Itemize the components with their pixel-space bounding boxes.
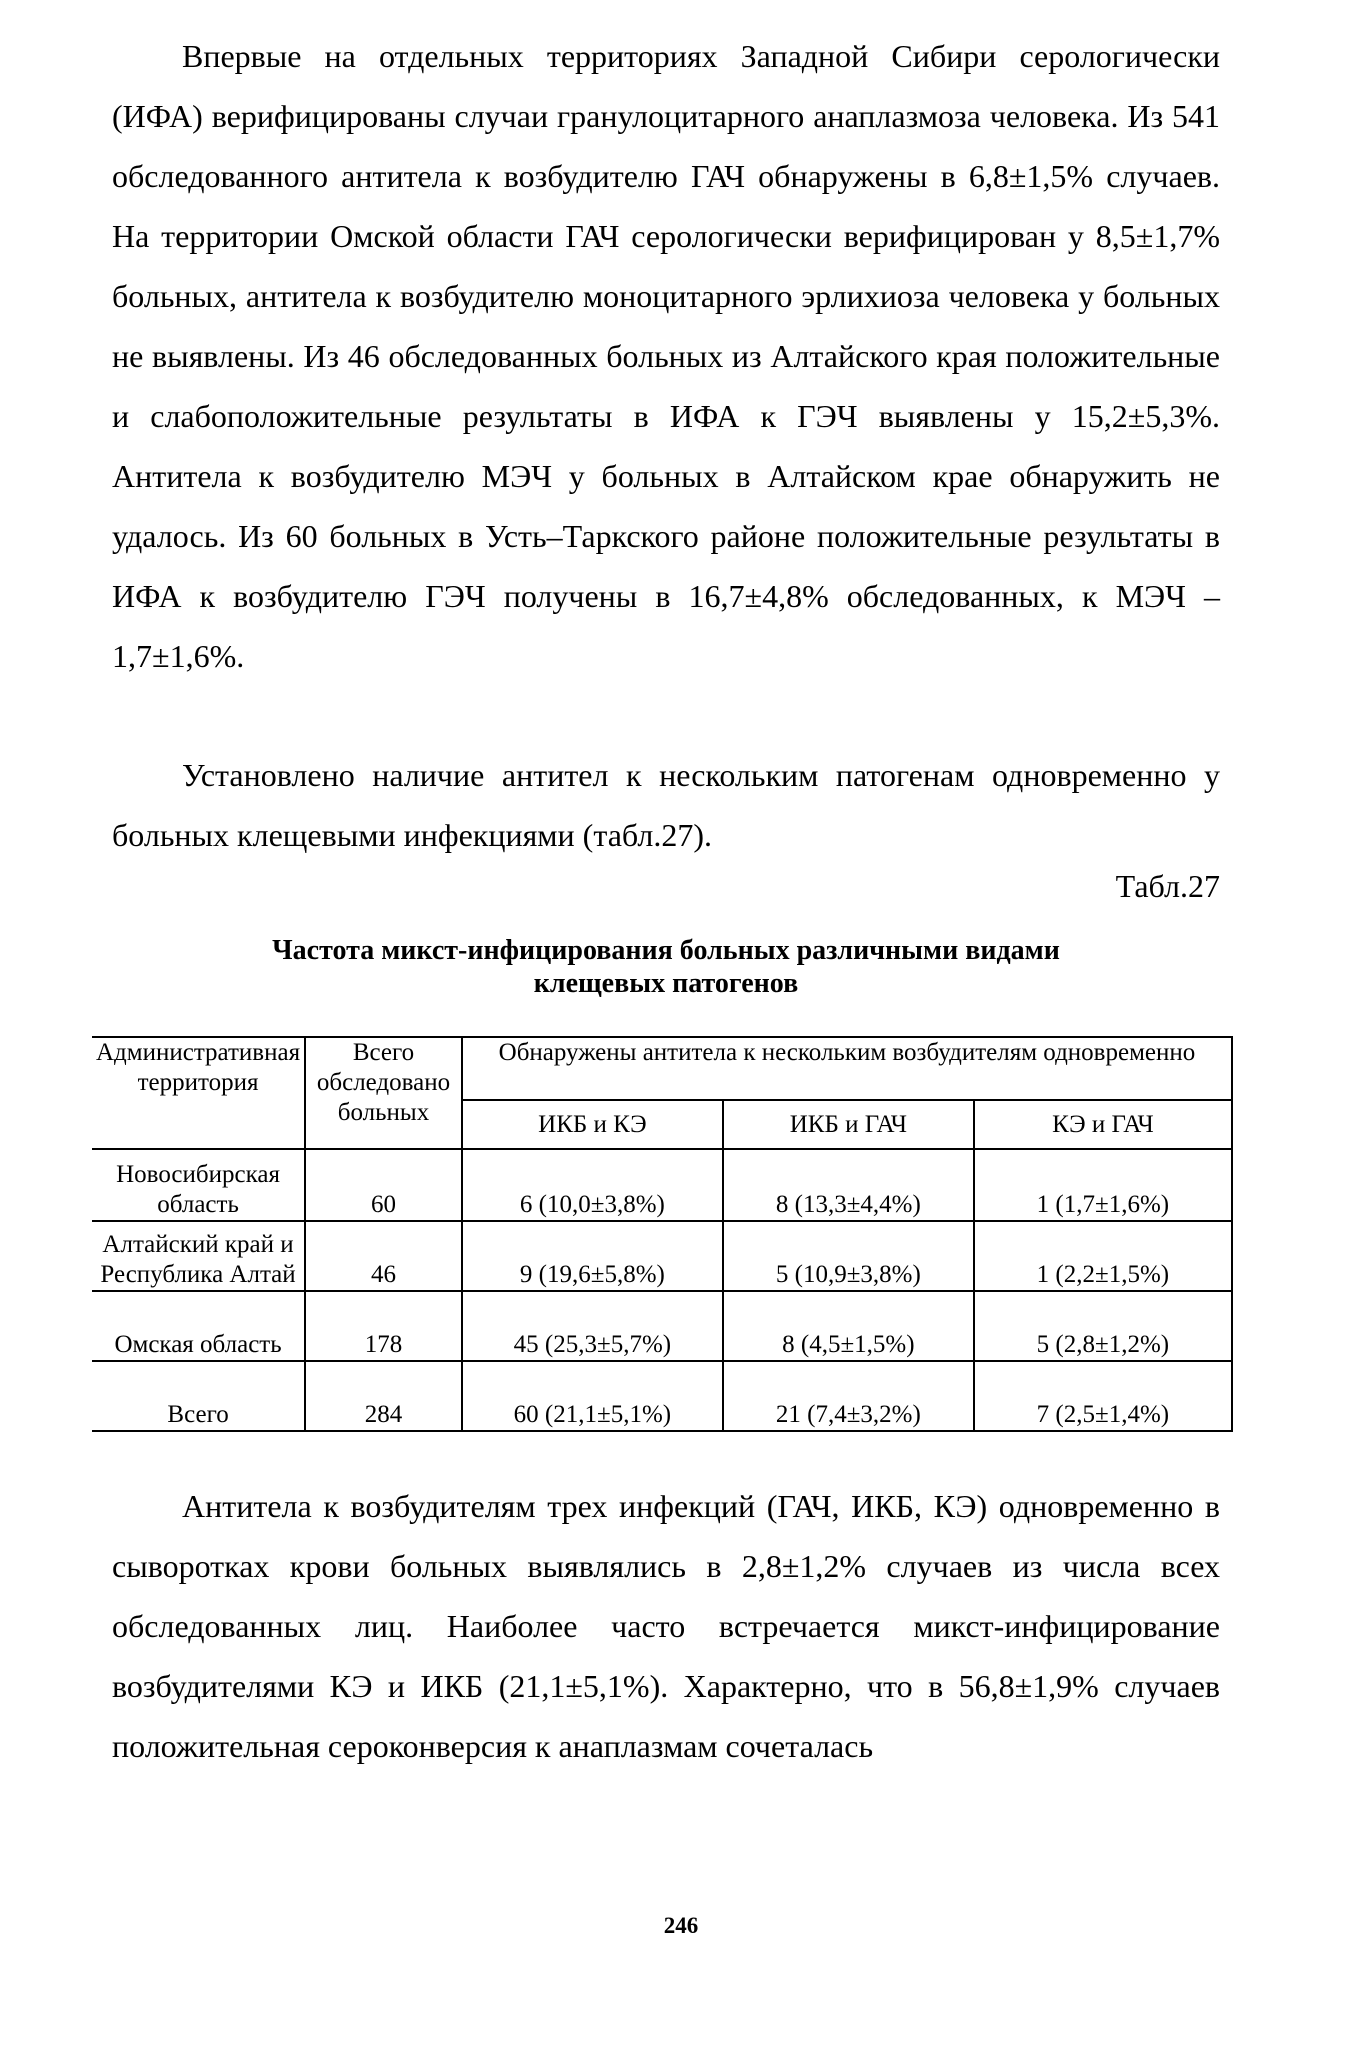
row-ikb-gach: 21 (7,4±3,2%) (723, 1361, 974, 1431)
header-territory: Административная территория (92, 1037, 305, 1149)
table-row (92, 1361, 1232, 1431)
table-row (92, 1149, 1232, 1221)
header-col-ikb-ke: ИКБ и КЭ (462, 1100, 723, 1149)
header-col-ikb-gach: ИКБ и ГАЧ (723, 1100, 974, 1149)
row-territory: Всего (92, 1361, 305, 1431)
body-paragraph-3: Антитела к возбудителям трех инфекций (ГАЧ, ИКБ, КЭ) одновременно в сыворотках крови больных выявлялись в 2,8±1,2% случаев из числа всех обследованных лиц. Наиболее часто встречается микст-инфицирование возбудителями КЭ и ИКБ (21,1±5,1%). Характерно, что в 56,8±1,9% случаев положительная сероконверсия к анаплазмам сочеталась (112, 1488, 1220, 1764)
table-row (92, 1221, 1232, 1291)
row-ikb-ke: 60 (21,1±5,1%) (462, 1361, 723, 1431)
row-territory: Новосибирская область (92, 1149, 305, 1221)
row-territory: Алтайский край и Республика Алтай (92, 1221, 305, 1291)
row-total: 284 (305, 1361, 462, 1431)
page-number: 246 (663, 1913, 699, 1938)
header-total: Всего обследовано больных (305, 1037, 462, 1149)
table-label: Табл.27 (1115, 868, 1220, 904)
row-ikb-ke: 9 (19,6±5,8%) (462, 1221, 723, 1291)
row-ke-gach: 1 (2,2±1,5%) (974, 1221, 1232, 1291)
table-title-line-1: Частота микст-инфицирования больных различными видами (272, 935, 1060, 966)
row-ikb-gach: 8 (13,3±4,4%) (723, 1149, 974, 1221)
mixed-infection-table (92, 1036, 1233, 1432)
row-ikb-ke: 45 (25,3±5,7%) (462, 1291, 723, 1361)
table-title-line-2: клещевых патогенов (533, 968, 799, 999)
table-title (112, 934, 1220, 1000)
header-group: Обнаружены антитела к нескольким возбудителям одновременно (462, 1037, 1232, 1100)
row-ke-gach: 7 (2,5±1,4%) (974, 1361, 1232, 1431)
row-total: 178 (305, 1291, 462, 1361)
body-paragraph-2: Установлено наличие антител к нескольким патогенам одновременно у больных клещевыми инфекциями (табл.27). (112, 757, 1220, 853)
row-ikb-gach: 5 (10,9±3,8%) (723, 1221, 974, 1291)
row-territory: Омская область (92, 1291, 305, 1361)
body-paragraph-1: Впервые на отдельных территориях Западной Сибири серологически (ИФА) верифицированы случаи гранулоцитарного анаплазмоза человека. Из 541 обследованного антитела к возбудителю ГАЧ обнаружены в 6,8±1,5% случаев. На территории Омской области ГАЧ серологически верифицирован у 8,5±1,7% больных, антитела к возбудителю моноцитарного эрлихиоза человека у больных не выявлены. Из 46 обследованных больных из Алтайского края положительные и слабоположительные результаты в ИФА к ГЭЧ выявлены у 15,2±5,3%. Антитела к возбудителю МЭЧ у больных в Алтайском крае обнаружить не удалось. Из 60 больных в Усть–Таркского районе положительные результаты в ИФА к возбудителю ГЭЧ получены в 16,7±4,8% обследованных, к МЭЧ – 1,7±1,6%. (112, 38, 1220, 674)
table-row (92, 1291, 1232, 1361)
row-ikb-ke: 6 (10,0±3,8%) (462, 1149, 723, 1221)
row-total: 46 (305, 1221, 462, 1291)
row-total: 60 (305, 1149, 462, 1221)
row-ke-gach: 1 (1,7±1,6%) (974, 1149, 1232, 1221)
row-ikb-gach: 8 (4,5±1,5%) (723, 1291, 974, 1361)
row-ke-gach: 5 (2,8±1,2%) (974, 1291, 1232, 1361)
header-col-ke-gach: КЭ и ГАЧ (974, 1100, 1232, 1149)
